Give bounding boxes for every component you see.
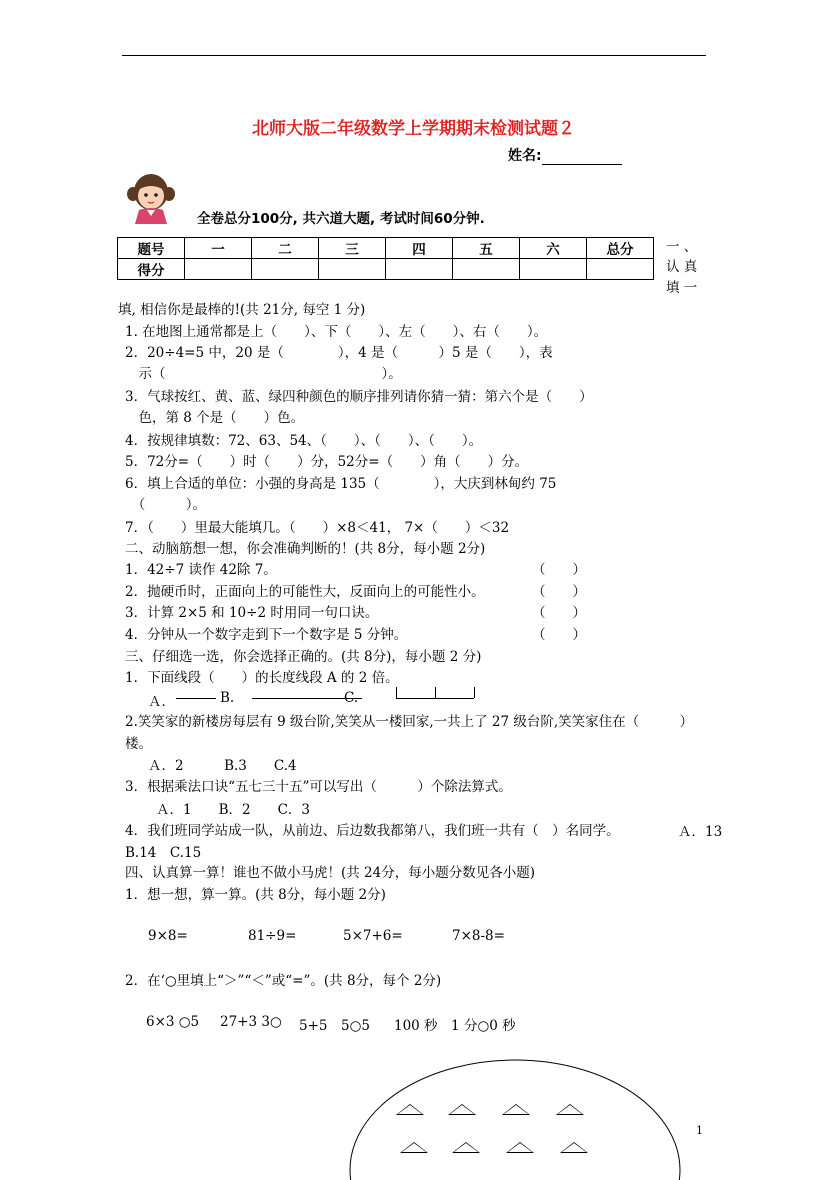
table-header-cell: 五 xyxy=(453,238,520,259)
question-line: 1．42÷7 读作 42除 7。 xyxy=(125,562,277,578)
answer-blank[interactable]: （ ） xyxy=(532,605,586,621)
section-3-heading: 三、仔细选一选，你会选择正确的。(共 8分)，每小题 2 分) xyxy=(125,649,482,665)
score-cell[interactable] xyxy=(587,259,654,280)
question-line: （ ）。 xyxy=(125,497,206,513)
score-table-header-row xyxy=(118,238,654,259)
side-heading-3: 填 一 xyxy=(666,280,698,296)
name-field xyxy=(508,145,622,165)
question-line: 6．填上合适的单位：小强的身高是 135（ ），大庆到林甸约 75 xyxy=(125,476,557,492)
girl-illustration xyxy=(123,170,179,224)
triangle-icon xyxy=(452,1142,480,1153)
options-line: B.14 C.15 xyxy=(125,845,202,861)
question-line: 色，第 8 个是（ ）色。 xyxy=(125,410,305,426)
question-line: 2．20÷4=5 中，20 是（ ），4 是（ ）5 是（ ），表 xyxy=(125,345,553,361)
score-cell[interactable] xyxy=(319,259,386,280)
header-rule xyxy=(122,55,706,56)
triangle-oval xyxy=(340,1050,690,1180)
question-line: 2．在‘○里填上“＞”“＜”或“=”。(共 8分，每个 2分) xyxy=(125,973,442,989)
table-header-cell: 六 xyxy=(520,238,587,259)
side-heading-2: 认 真 xyxy=(666,259,698,275)
question-line: 2.笑笑家的新楼房每层有 9 级台阶,笑笑从一楼回家,一共上了 27 级台阶,笑笑家住在（ ） xyxy=(125,714,694,730)
question-line: 4．分钟从一个数字走到下一个数字是 5 分钟。 xyxy=(125,627,408,643)
score-cell[interactable] xyxy=(386,259,453,280)
question-line: 1．下面线段（ ）的长度线段 A 的 2 倍。 xyxy=(125,670,399,686)
question-line: 楼。 xyxy=(125,736,152,752)
table-row-label: 得分 xyxy=(118,259,185,280)
question-line: 1. 在地图上通常都是上（ ）、下（ ）、左（ ）、右（ ）。 xyxy=(125,324,548,340)
answer-blank[interactable]: （ ） xyxy=(532,627,586,643)
question-line: 1．想一想，算一算。(共 8分，每小题 2分) xyxy=(125,887,386,903)
question-line: 5．72分=（ ）时（ ）分，52分=（ ）角（ ）分。 xyxy=(125,454,529,470)
option-b-label: B. xyxy=(220,690,235,706)
option-c-label: C. xyxy=(344,690,359,706)
triangle-icon xyxy=(502,1104,530,1115)
score-table xyxy=(117,237,654,280)
options-line: Ａ．1 B．2 C．3 xyxy=(156,802,311,818)
name-blank[interactable] xyxy=(542,150,622,165)
calc-item: 9×8= xyxy=(148,928,188,944)
compare-item: 100 秒 1 分○0 秒 xyxy=(394,1018,516,1034)
page-number: 1 xyxy=(696,1124,703,1137)
exam-intro: 全卷总分100分, 共六道大题, 考试时间60分钟. xyxy=(197,211,485,227)
segment-c xyxy=(396,698,474,699)
question-line: 2．抛硬币时，正面向上的可能性大，反面向上的可能性小。 xyxy=(125,584,485,600)
answer-blank[interactable]: （ ） xyxy=(532,584,586,600)
segment-c-tick xyxy=(435,687,436,698)
options-line: Ａ．2 B.3 C.4 xyxy=(148,758,297,774)
compare-item: 6×3 ○5 xyxy=(146,1014,200,1030)
option-a: Ａ．13 xyxy=(678,824,723,840)
table-header-cell: 总分 xyxy=(587,238,654,259)
question-line: 示（ ）。 xyxy=(125,366,402,382)
score-cell[interactable] xyxy=(520,259,587,280)
section-2-heading: 二、动脑筋想一想，你会准确判断的！(共 8分，每小题 2分) xyxy=(125,541,486,557)
question-line: 4．我们班同学站成一队，从前边、后边数我都第八，我们班一共有（ ）名同学。 xyxy=(125,823,620,839)
table-header-cell: 题号 xyxy=(118,238,185,259)
question-line: 3．根据乘法口诀“五七三十五”可以写出（ ）个除法算式。 xyxy=(125,779,512,795)
question-line: 7．（ ）里最大能填几。（ ）×8＜41， 7×（ ）＜32 xyxy=(125,520,510,536)
compare-item: 5+5 5○5 xyxy=(299,1018,370,1034)
section-1-heading: 填, 相信你是最棒的!(共 21分, 每空 1 分) xyxy=(118,302,366,318)
question-line: 3．气球按红、黄、蓝、绿四种颜色的顺序排列请你猜一猜：第六个是（ ） xyxy=(125,389,593,405)
calc-item: 7×8-8= xyxy=(452,928,505,944)
triangle-icon xyxy=(400,1142,428,1153)
table-header-cell: 一 xyxy=(185,238,252,259)
score-table-score-row xyxy=(118,259,654,280)
option-a-label: Ａ． xyxy=(148,694,175,710)
compare-item: 27+3 3○ xyxy=(220,1014,282,1030)
table-header-cell: 二 xyxy=(252,238,319,259)
segment-a xyxy=(176,698,216,699)
table-header-cell: 四 xyxy=(386,238,453,259)
section-4-heading: 四、认真算一算！谁也不做小马虎！(共 24分，每小题分数见各小题) xyxy=(125,865,536,881)
triangle-icon xyxy=(396,1104,424,1115)
triangle-icon xyxy=(448,1104,476,1115)
triangle-icon xyxy=(560,1142,588,1153)
question-line: 3．计算 2×5 和 10÷2 时用同一句口诀。 xyxy=(125,605,379,621)
side-heading-1: 一 、 xyxy=(666,239,698,255)
calc-item: 5×7+6= xyxy=(343,928,403,944)
calc-item: 81÷9= xyxy=(248,928,297,944)
score-cell[interactable] xyxy=(252,259,319,280)
score-cell[interactable] xyxy=(453,259,520,280)
triangle-icon xyxy=(556,1104,584,1115)
question-line: 4．按规律填数：72、63、54、（ ）、（ ）、（ ）。 xyxy=(125,433,483,449)
triangle-icon xyxy=(506,1142,534,1153)
segment-c-tick xyxy=(396,687,397,698)
segment-c-tick xyxy=(474,687,475,698)
table-header-cell: 三 xyxy=(319,238,386,259)
score-cell[interactable] xyxy=(185,259,252,280)
name-label: 姓名: xyxy=(508,148,542,164)
answer-blank[interactable]: （ ） xyxy=(532,562,586,578)
page-title: 北师大版二年级数学上学期期末检测试题２ xyxy=(252,119,575,139)
